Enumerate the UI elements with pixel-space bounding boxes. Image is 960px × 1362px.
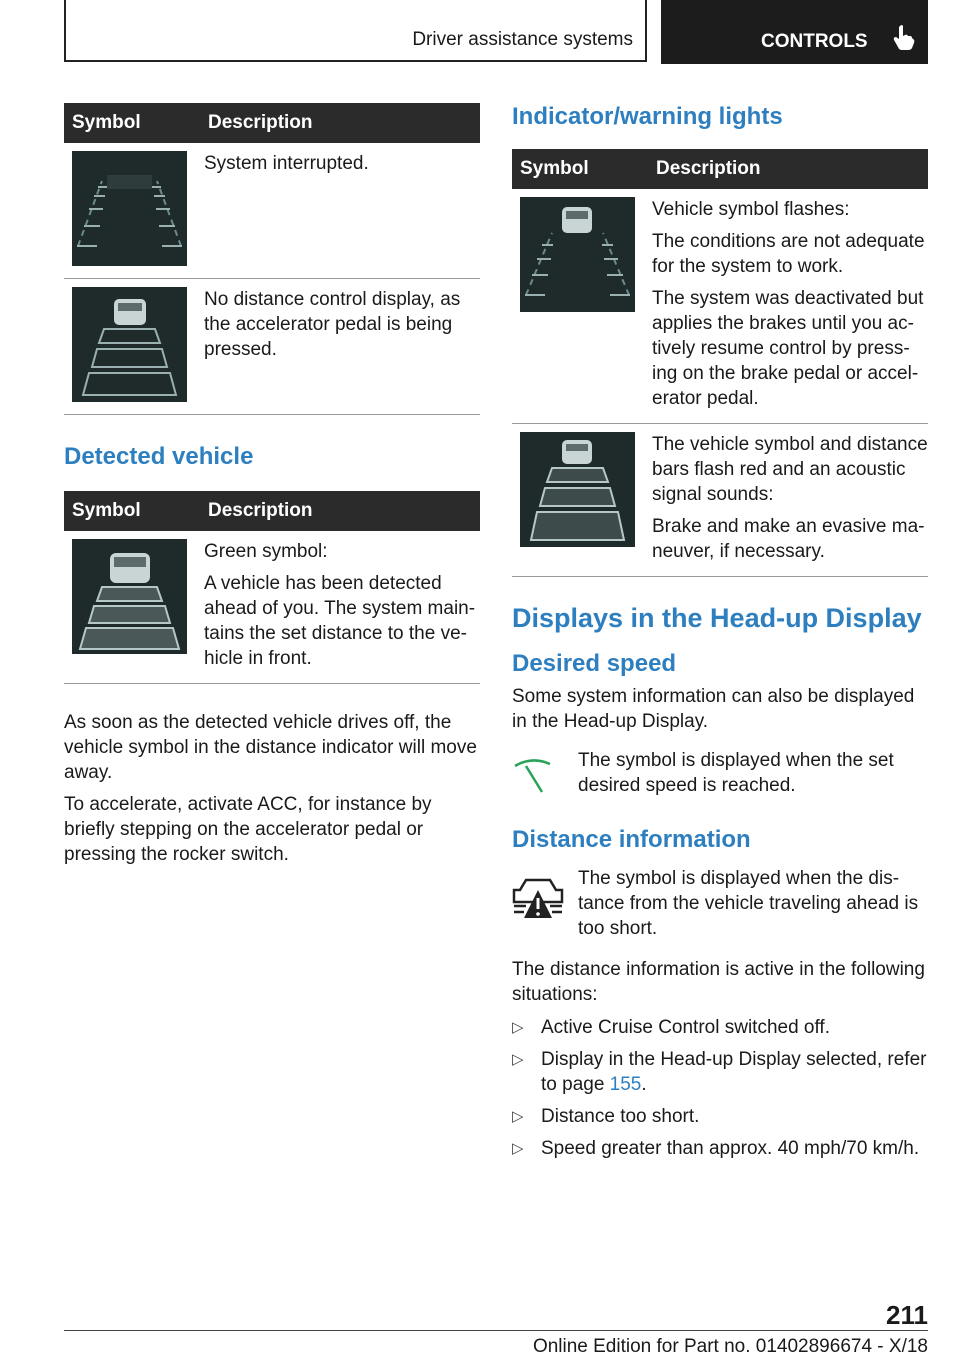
section-title: Driver assistance systems [64, 0, 647, 62]
row-text: The vehicle symbol and distance bars flash red and an acoustic signal sounds: [652, 434, 928, 505]
distance-conditions-list [512, 1015, 928, 1161]
hud-heading: Displays in the Head-up Display [512, 603, 922, 633]
desired-speed-heading: Desired speed [512, 650, 677, 677]
indicator-table [512, 149, 928, 577]
list-item: ▷ Display in the Head-up Display selected, refer to page 155. [512, 1049, 927, 1095]
distance-row [512, 866, 928, 941]
row-text: System interrupted. [204, 153, 369, 174]
indicator-heading: Indicator/warning lights [512, 103, 783, 130]
footer-divider [64, 1330, 928, 1331]
page-header [64, 0, 928, 64]
row-text: The conditions are not adequate for the system to work. [652, 231, 925, 277]
col-description: Description [204, 103, 480, 143]
col-symbol: Symbol [512, 149, 652, 189]
triangle-bullet-icon: ▷ [512, 1019, 524, 1036]
lane-vehicle-flash-icon [520, 197, 635, 312]
col-symbol: Symbol [64, 103, 204, 143]
detected-vehicle-table [64, 491, 480, 684]
col-description: Description [204, 491, 480, 531]
lane-no-distance-icon [72, 287, 187, 402]
desired-speed-row [512, 748, 928, 798]
page-link[interactable]: 155 [609, 1074, 642, 1095]
status-symbol-table [64, 103, 480, 415]
chapter-tab[interactable] [661, 0, 928, 64]
hand-pointer-icon [893, 24, 915, 50]
triangle-bullet-icon: ▷ [512, 1140, 524, 1157]
distance-heading: Distance information [512, 826, 751, 853]
row-text: Brake and make an evasive maneuver, if necessary. [652, 516, 925, 562]
row-text: Green symbol: [204, 541, 328, 562]
distance-intro: The distance information is active in the following situations: [512, 959, 925, 1005]
triangle-bullet-icon: ▷ [512, 1051, 524, 1068]
lane-detected-vehicle-icon [72, 539, 187, 654]
col-symbol: Symbol [64, 491, 204, 531]
table-row [64, 531, 480, 684]
table-row [512, 189, 928, 424]
desired-speed-text: The symbol is displayed when the set desired speed is reached. [578, 750, 894, 796]
triangle-bullet-icon: ▷ [512, 1108, 524, 1125]
detected-vehicle-heading: Detected vehicle [64, 443, 254, 470]
lane-red-bars-icon [520, 432, 635, 547]
paragraph: As soon as the detected vehicle drives off, the vehicle symbol in the distance indicator will move away. [64, 712, 477, 783]
left-column [64, 103, 480, 874]
list-item: ▷ Active Cruise Control switched off. [512, 1017, 830, 1038]
desired-speed-intro: Some system information can also be displayed in the Head-up Display. [512, 686, 915, 732]
page-number: 211 [886, 1300, 928, 1330]
list-item: ▷ Distance too short. [512, 1106, 700, 1127]
edition-text: Online Edition for Part no. 01402896674 - X/18 [532, 1336, 928, 1357]
desired-speed-icon [512, 754, 552, 794]
row-text: Vehicle symbol flashes: [652, 199, 850, 220]
paragraph: To accelerate, activate ACC, for instance by briefly stepping on the accelerator pedal or pressing the rocker switch. [64, 794, 432, 865]
detected-vehicle-body [64, 710, 480, 867]
lane-interrupted-icon [72, 151, 187, 266]
row-text: A vehicle has been detected ahead of you. The system maintains the set distance to the vehicle in front. [204, 573, 476, 669]
right-column [512, 103, 928, 1168]
table-row [64, 143, 480, 279]
list-item: ▷ Speed greater than approx. 40 mph/70 km/h. [512, 1138, 920, 1159]
chapter-title: CONTROLS [761, 31, 868, 52]
distance-warning-car-icon [512, 876, 564, 922]
distance-text: The symbol is displayed when the distance from the vehicle traveling ahead is too short. [578, 868, 919, 939]
row-text: No distance control display, as the accelerator pedal is being pressed. [204, 289, 461, 360]
table-row [512, 424, 928, 577]
table-row [64, 279, 480, 415]
col-description: Description [652, 149, 928, 189]
row-text: The system was deactivated but applies the brakes until you actively resume control by pressing on the brake pedal or accelerator pedal. [652, 288, 924, 409]
